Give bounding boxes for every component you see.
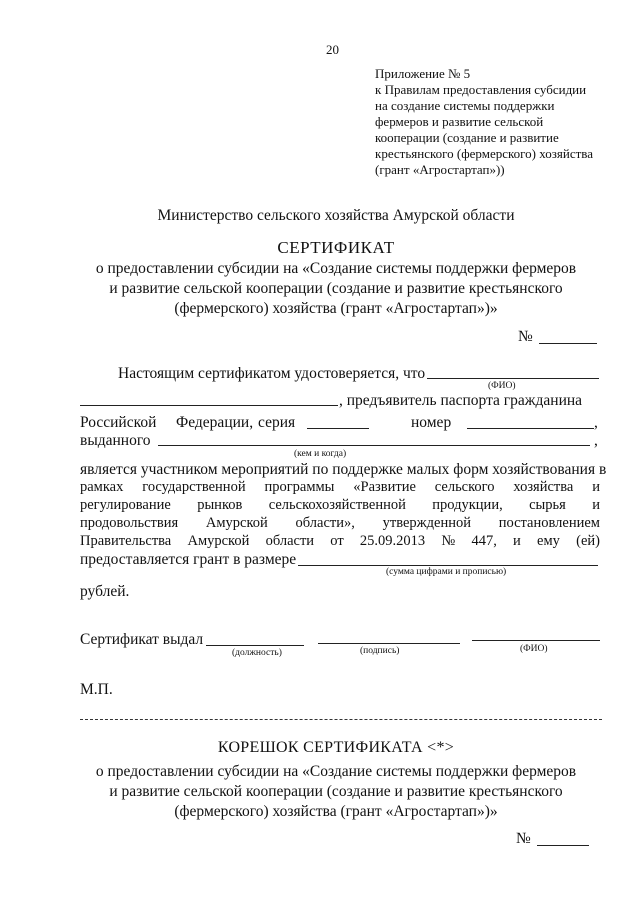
ministry-name: Министерство сельского хозяйства Амурской области: [157, 207, 515, 224]
word: №: [441, 533, 456, 549]
word: Правительства: [80, 533, 172, 549]
subtitle-line: о предоставлении субсидии на «Создание системы поддержки фермеров: [95, 260, 577, 277]
certificate-subtitle: [0, 259, 640, 319]
word: Амурской: [187, 533, 250, 549]
passport-number-field[interactable]: [467, 428, 594, 429]
word: и: [592, 479, 600, 495]
appendix-line: кооперации (создание и развитие: [375, 130, 559, 145]
paragraph-line-1: является участником мероприятий по поддержке малых форм хозяйствования в: [80, 461, 607, 478]
appendix-line: на создание системы поддержки: [375, 98, 555, 113]
word: и: [592, 497, 600, 513]
word: и: [513, 533, 521, 549]
word: утвержденной: [382, 515, 472, 531]
subtitle-line: о предоставлении субсидии на «Создание системы поддержки фермеров: [95, 763, 577, 780]
word: рынков: [197, 497, 243, 513]
appendix-line: к Правилам предоставления субсидии: [375, 82, 587, 97]
issued-by-label: Сертификат выдал: [80, 631, 204, 648]
number-label: номер: [411, 414, 452, 431]
subtitle-line: и развитие сельской кооперации (создание и развитие крестьянского: [109, 783, 563, 800]
issuer-fio-hint: (ФИО): [520, 644, 548, 654]
series-field[interactable]: [307, 428, 369, 429]
word: регулирование: [80, 497, 171, 513]
grant-text: предоставляется грант в размере: [80, 551, 297, 568]
appendix-line: фермеров и развитие сельской: [375, 114, 544, 129]
word: продовольствия: [80, 515, 179, 531]
certificate-number-field[interactable]: [539, 343, 597, 344]
certificate-title: СЕРТИФИКАТ: [277, 238, 395, 257]
position-hint: (должность): [232, 648, 282, 658]
stub-number-field[interactable]: [537, 845, 589, 846]
fio-hint: (ФИО): [488, 381, 516, 391]
word: хозяйства: [513, 479, 574, 495]
citizenship-text-1: Российской: [80, 414, 157, 431]
fio-field[interactable]: [427, 378, 599, 379]
issued-label: выданного: [80, 432, 151, 449]
appendix-line: Приложение № 5: [375, 66, 471, 81]
fio-continuation-field[interactable]: [80, 405, 338, 406]
word: от: [330, 533, 344, 549]
paragraph-line-5: [80, 532, 600, 550]
word: (ей): [576, 533, 600, 549]
word: области: [265, 533, 315, 549]
paragraph-line-3: [80, 496, 600, 514]
passport-text: , предъявитель паспорта гражданина: [339, 392, 583, 409]
word: «Развитие: [353, 479, 416, 495]
subtitle-line: (фермерского) хозяйства (грант «Агростартап»)»: [174, 803, 498, 820]
sum-hint: (сумма цифрами и прописью): [386, 567, 507, 577]
rubles-text: рублей.: [80, 583, 130, 600]
subtitle-line: и развитие сельской кооперации (создание и развитие крестьянского: [109, 280, 563, 297]
page-number: 20: [326, 42, 339, 57]
issued-by-field[interactable]: [158, 445, 590, 446]
signature-field[interactable]: [318, 643, 460, 644]
paragraph-line-2: [80, 478, 600, 496]
word: программы: [264, 479, 335, 495]
appendix-line: (грант «Агростартап»)): [375, 162, 505, 177]
word: сельского: [434, 479, 495, 495]
grant-sum-field[interactable]: [298, 565, 598, 566]
issuer-fio-field[interactable]: [472, 640, 600, 641]
appendix-block: [375, 66, 593, 178]
subtitle-line: (фермерского) хозяйства (грант «Агростартап»)»: [174, 300, 498, 317]
word: ему: [537, 533, 560, 549]
stub-title: КОРЕШОК СЕРТИФИКАТА <*>: [217, 739, 455, 756]
word: 25.09.2013: [359, 533, 426, 549]
stub-subtitle: [0, 762, 640, 822]
word: рамках: [80, 479, 124, 495]
paragraph-line-4: [80, 514, 600, 532]
word: Амурской: [205, 515, 268, 531]
word: государственной: [142, 479, 246, 495]
word: продукции,: [432, 497, 503, 513]
comma: ,: [594, 432, 598, 449]
citizenship-text-2: Федерации,: [176, 414, 254, 431]
word: 447,: [471, 533, 497, 549]
word: постановлением: [498, 515, 600, 531]
series-label: серия: [258, 414, 296, 431]
cut-line: [80, 719, 602, 720]
word: области»,: [295, 515, 355, 531]
signature-hint: (подпись): [360, 646, 400, 656]
certify-text: Настоящим сертификатом удостоверяется, что: [118, 365, 426, 382]
appendix-line: крестьянского (фермерского) хозяйства: [375, 146, 594, 161]
comma: ,: [594, 414, 598, 431]
word: сельскохозяйственной: [268, 497, 406, 513]
issued-hint: (кем и когда): [294, 449, 347, 459]
position-field[interactable]: [206, 645, 304, 646]
stamp-place: М.П.: [80, 681, 113, 698]
stub-number-label: №: [516, 830, 531, 847]
certificate-number-label: №: [518, 328, 533, 345]
word: сырья: [529, 497, 566, 513]
